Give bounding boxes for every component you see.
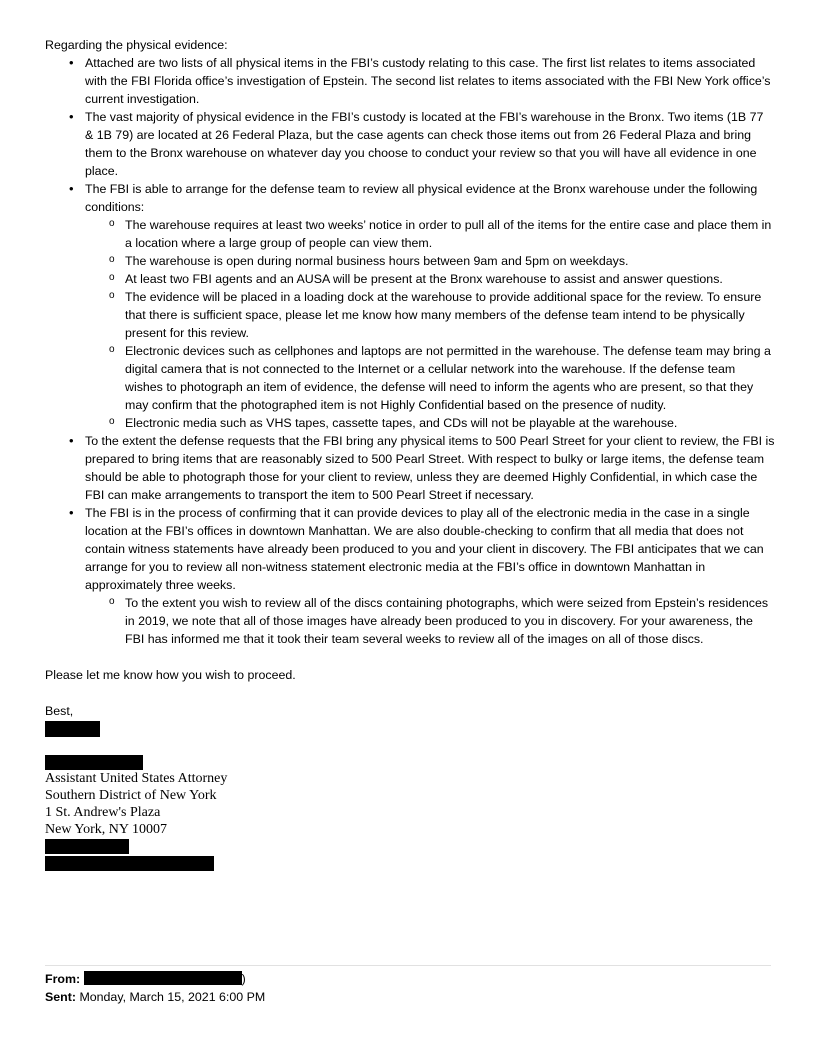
list-item: • The vast majority of physical evidence in the FBI’s custody is located at the FBI’s warehouse in the Bronx. Two items (1B 77 & 1B 79) are located at 26 Federal Plaza, but the case agents can check those items out from 26 Federal Plaza and bring them to the Bronx warehouse on whatever day you choose to conduct your review so that you will have all evidence in one place. [85, 108, 775, 180]
sub-list-item: o Electronic devices such as cellphones and laptops are not permitted in the warehouse. The defense team may bring a digital camera that is not connected to the Internet or a cellular network into the warehouse. If the defense team wishes to photograph an item of evidence, the defense will need to inform the agents who are present, so that they may confirm that the photographed item is not Highly Confidential based on the presence of nudity. [125, 342, 775, 414]
sub-list-item: o The warehouse is open during normal business hours between 9am and 5pm on weekdays. [125, 252, 775, 270]
sub-list-item: o At least two FBI agents and an AUSA will be present at the Bronx warehouse to assist and answer questions. [125, 270, 775, 288]
redaction-block [45, 721, 100, 737]
signature-city: New York, NY 10007 [45, 822, 167, 837]
list-item: • Attached are two lists of all physical items in the FBI’s custody relating to this case. The first list relates to items associated with the FBI Florida office’s investigation of Epstein. The second list relates to items associated with the FBI New York office’s current investigation. [85, 54, 775, 108]
closing-line: Please let me know how you wish to proceed. [45, 668, 296, 682]
signature-block [45, 770, 775, 838]
intro-line: Regarding the physical evidence: [45, 38, 228, 52]
signature-title: Assistant United States Attorney [45, 771, 228, 786]
email-body [45, 36, 775, 871]
sub-list-item: o The warehouse requires at least two weeks’ notice in order to pull all of the items for the entire case and place them in a location where a large group of people can view them. [125, 216, 775, 252]
list-item-text: The FBI is in the process of confirming that it can provide devices to play all of the electronic media in the case in a single location at the FBI’s offices in downtown Manhattan. We are also double-checking to confirm that all media that does not contain witness statements have already been produced to you and your client in discovery. The FBI anticipates that we can arrange for you to review all non-witness statement electronic media at the FBI’s office in downtown Manhattan in approximately three weeks. [85, 506, 764, 592]
media-sublist [85, 594, 775, 648]
sub-list-item: o Electronic media such as VHS tapes, cassette tapes, and CDs will not be playable at the warehouse. [125, 414, 775, 432]
from-suffix: ) [241, 972, 246, 986]
header-divider [45, 965, 771, 966]
signoff: Best, [45, 704, 74, 718]
redaction-block [84, 971, 242, 985]
sent-value: Monday, March 15, 2021 6:00 PM [79, 990, 266, 1004]
list-item-text: The FBI is able to arrange for the defense team to review all physical evidence at the Bronx warehouse under the following conditions: [85, 182, 758, 214]
list-item [85, 180, 775, 432]
from-row [45, 970, 775, 988]
list-item [85, 504, 775, 648]
conditions-list [85, 216, 775, 432]
signature-office: Southern District of New York [45, 788, 217, 803]
sub-list-item: o To the extent you wish to review all of the discs containing photographs, which were seized from Epstein’s residences in 2019, we note that all of those images have already been produced to you in discovery. For your awareness, the FBI has informed me that it took their team several weeks to review all of the images on all of those discs. [125, 594, 775, 648]
evidence-list [45, 54, 775, 648]
redaction-block [45, 839, 129, 854]
sent-label: Sent: [45, 990, 76, 1004]
signature-street: 1 St. Andrew's Plaza [45, 805, 161, 820]
sub-list-item: o The evidence will be placed in a loading dock at the warehouse to provide additional space for the review. To ensure that there is sufficient space, please let me know how many members of the defense team intend to be physically present for this review. [125, 288, 775, 342]
redaction-block [45, 755, 143, 770]
redaction-block [45, 856, 214, 871]
list-item: • To the extent the defense requests that the FBI bring any physical items to 500 Pearl Street for your client to review, the FBI is prepared to bring items that are reasonably sized to 500 Pearl Street. With respect to bulky or large items, the defense team should be able to photograph those for your client to review, unless they are deemed Highly Confidential, in which case the FBI can make arrangements to transport the item to 500 Pearl Street if necessary. [85, 432, 775, 504]
sent-row [45, 988, 775, 1006]
from-label: From: [45, 972, 81, 986]
